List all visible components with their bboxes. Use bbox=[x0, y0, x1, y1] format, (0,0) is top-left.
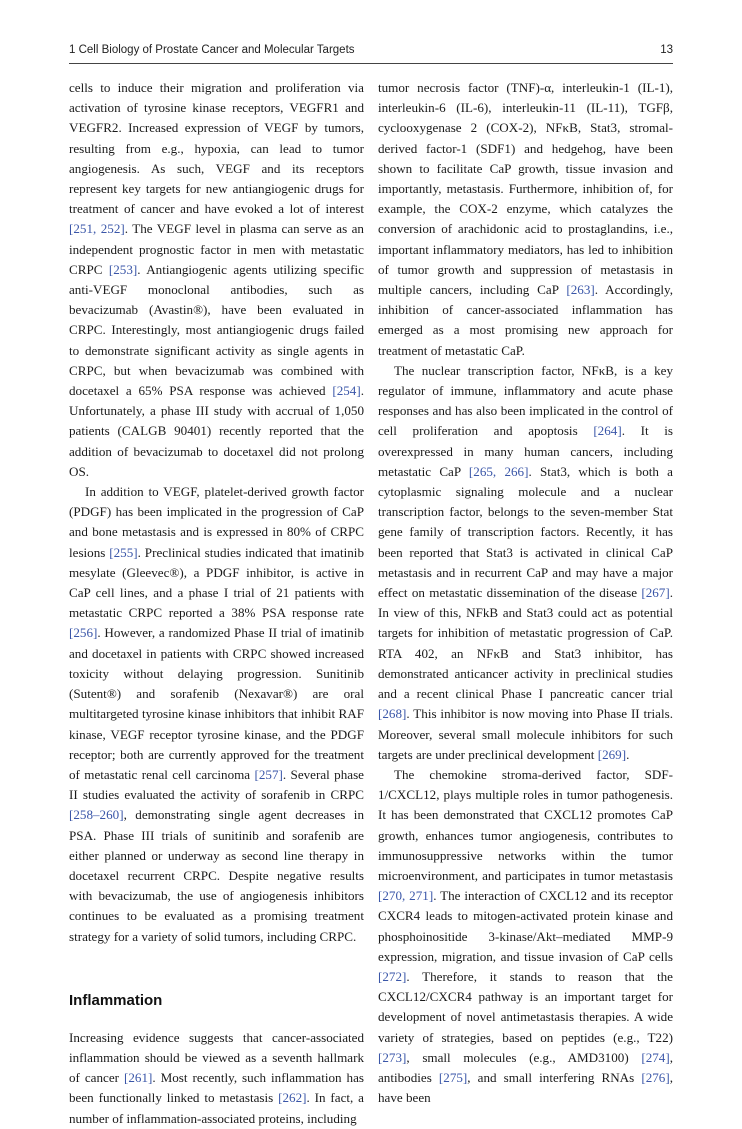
paragraph bbox=[378, 78, 673, 361]
citation-link[interactable]: [264] bbox=[593, 423, 622, 439]
text-run: . Unfortunately, a phase III study with accrual of 1,050 patients (CALGB 90401) recently reported that the addition of bevacizumab to docetaxel did not prolong OS. bbox=[69, 383, 364, 479]
right-column bbox=[378, 78, 673, 1108]
text-run: . Accordingly, inhibition of cancer-associated inflammation has emerged as a most promising new approach for treatment of metastatic CaP. bbox=[378, 282, 674, 358]
text-run: . However, a randomized Phase II trial of imatinib and docetaxel in patients with CRPC showed increased toxicity without delaying progression. Sunitinib (Sutent®) and sorafenib (Nexavar®) are oral multitargeted tyrosine kinase inhibitors that inhibit RAF kinase, VEGF receptor tyrosine kinase, and the PDGF receptor; both are currently approved for the treatment of metastatic renal cell carcinoma bbox=[69, 625, 364, 782]
citation-link[interactable]: [251, 252] bbox=[69, 221, 125, 237]
citation-link[interactable]: [274] bbox=[641, 1049, 670, 1065]
header-rule bbox=[69, 63, 673, 64]
section-heading-inflammation: Inflammation bbox=[69, 991, 163, 1009]
text-run: . It is overexpressed in many human cancers, including metastatic CaP bbox=[378, 423, 673, 479]
citation-link[interactable]: [261] bbox=[124, 1070, 153, 1086]
citation-link[interactable]: [268] bbox=[378, 706, 407, 722]
page-number: 13 bbox=[660, 44, 673, 56]
paragraph bbox=[69, 78, 364, 482]
text-run: Increasing evidence suggests that cancer-associated inflammation should be viewed as a seventh hallmark of cancer bbox=[69, 1029, 364, 1086]
text-run: cells to induce their migration and proliferation via activation of tyrosine kinase receptors, VEGFR1 and VEGFR2. Increased expression of VEGF by tumors, resulting from e.g., hypoxia, can lead to tumor angiogenesis. As such, VEGF and its receptors represent key targets for new antiangiogenic drugs for treatment of cancer and have evoked a lot of interest bbox=[69, 80, 364, 217]
citation-link[interactable]: [255] bbox=[109, 544, 138, 560]
paragraph bbox=[378, 361, 673, 765]
text-run: . bbox=[626, 746, 630, 762]
citation-link[interactable]: [257] bbox=[254, 766, 283, 782]
text-run: . Several phase II studies evaluated the activity of sorafenib in CRPC bbox=[69, 766, 364, 803]
paragraph bbox=[69, 482, 364, 947]
citation-link[interactable]: [258–260] bbox=[69, 807, 124, 823]
paragraph bbox=[378, 765, 673, 1108]
text-run: . Most recently, such inflammation has been functionally linked to metastasis bbox=[69, 1070, 364, 1106]
citation-link[interactable]: [275] bbox=[438, 1069, 468, 1085]
citation-link[interactable]: [269] bbox=[597, 746, 627, 762]
text-run: . In view of this, NFkB and Stat3 could act as potential targets for inhibition of metastatic progression of CaP. RTA 402, an NFκB and Stat3 inhibitor, has demonstrated anticancer activity in preclinical studies and a recent clinical Phase I pancreatic cancer trial bbox=[378, 585, 673, 702]
text-run: . In fact, a number of inflammation-associated proteins, including bbox=[69, 1090, 364, 1126]
citation-link[interactable]: [270, 271] bbox=[378, 888, 434, 904]
citation-link[interactable]: [267] bbox=[641, 585, 670, 601]
text-run: tumor necrosis factor (TNF)-α, interleukin-1 (IL-1), interleukin-6 (IL-6), interleukin-11 (IL-11), TGFβ, cyclooxygenase 2 (COX-2), NFκB, Stat3, stromal-derived factor-1 (SDF1) and hedgehog, have been shown to facilitate CaP growth, tissue invasion and importantly, metastasis. Furthermore, inhibition of, for example, the COX-2 enzyme, which catalyzes the conversion of arachidonic acid to prostaglandins, i.e., important inflammatory mediators, has led to inhibition of tumor growth and suppression of metastasis in multiple cancers, including CaP bbox=[378, 80, 673, 298]
left-column bbox=[69, 78, 364, 1129]
text-run: , have been bbox=[378, 1069, 673, 1106]
text-run: . Therefore, it stands to reason that the CXCL12/CXCR4 pathway is an important target for development of novel antimetastasis therapies. A wide variety of strategies, based on peptides (e.g., T22) bbox=[378, 968, 673, 1045]
text-run: , antibodies bbox=[378, 1049, 673, 1085]
text-run: , small molecules (e.g., AMD3100) bbox=[406, 1049, 642, 1065]
citation-link[interactable]: [272] bbox=[378, 968, 407, 984]
running-head-title: 1 Cell Biology of Prostate Cancer and Molecular Targets bbox=[69, 44, 355, 56]
running-head bbox=[69, 44, 673, 62]
citation-link[interactable]: [262] bbox=[278, 1090, 307, 1106]
text-run: . The VEGF level in plasma can serve as an independent prognostic factor in men with metastatic CRPC bbox=[69, 221, 364, 277]
citation-link[interactable]: [263] bbox=[566, 282, 595, 298]
citation-link[interactable]: [254] bbox=[332, 383, 361, 399]
text-run: . The interaction of CXCL12 and its receptor CXCR4 leads to mitogen-activated protein kinase and phosphoinositide 3-kinase/Akt–mediated MMP-9 expression, migration, and tissue invasion of CaP cells bbox=[378, 888, 673, 964]
citation-link[interactable]: [273] bbox=[378, 1049, 407, 1065]
citation-link[interactable]: [253] bbox=[108, 261, 138, 277]
paragraph bbox=[69, 1028, 364, 1129]
text-run: In addition to VEGF, platelet-derived growth factor (PDGF) has been implicated in the progression of CaP and bone metastasis and is expressed in 80% of CRPC lesions bbox=[69, 484, 364, 560]
text-run: The chemokine stroma-derived factor, SDF-1/CXCL12, plays multiple roles in tumor pathogenesis. It has been demonstrated that CXCL12 promotes CaP growth, enhances tumor angiogenesis, contributes to immunosuppressive networks within the tumor microenvironment, and participates in tumor metastasis bbox=[378, 766, 673, 883]
text-run: . Antiangiogenic agents utilizing specific anti-VEGF monoclonal antibodies, such as bevacizumab (Avastin®), have been evaluated in CRPC. Interestingly, most antiangiogenic drugs failed to demonstrate significant activity as single agents in CRPC, but when bevacizumab was combined with docetaxel a 65% PSA response was achieved bbox=[69, 261, 364, 399]
citation-link[interactable]: [276] bbox=[641, 1069, 670, 1085]
text-run: , demonstrating single agent decreases in PSA. Phase III trials of sunitinib and sorafenib are either planned or underway as second line therapy in docetaxel recurrent CRPC. Despite negative results with bevacizumab, the use of angiogenesis inhibitors continues to be evaluated as a promising treatment strategy for a variety of solid tumors, including CRPC. bbox=[69, 807, 364, 944]
citation-link[interactable]: [256] bbox=[69, 625, 98, 641]
citation-link[interactable]: [265, 266] bbox=[468, 463, 529, 479]
text-run: . This inhibitor is now moving into Phase II trials. Moreover, several small molecule inhibitors for such targets are under preclinical development bbox=[378, 706, 673, 762]
text-run: . Preclinical studies indicated that imatinib mesylate (Gleevec®), a PDGF inhibitor, is active in CaP cell lines, and a phase I trial of 21 patients with metastatic CRPC reported a 38% PSA response rate bbox=[69, 544, 364, 621]
text-run: , and small interfering RNAs bbox=[467, 1069, 642, 1085]
text-run: . Stat3, which is both a cytoplasmic signaling molecule and a nuclear transcription factor, belongs to the seven-member Stat gene family of transcription factors. Recently, it has been reported that Stat3 is activated in clinical CaP metastasis and in recurrent CaP and may have a major effect on metastatic dissemination of the disease bbox=[378, 463, 673, 601]
text-run: The nuclear transcription factor, NFκB, is a key regulator of immune, inflammatory and acute phase responses and has also been implicated in the control of cell proliferation and apoptosis bbox=[378, 362, 673, 439]
